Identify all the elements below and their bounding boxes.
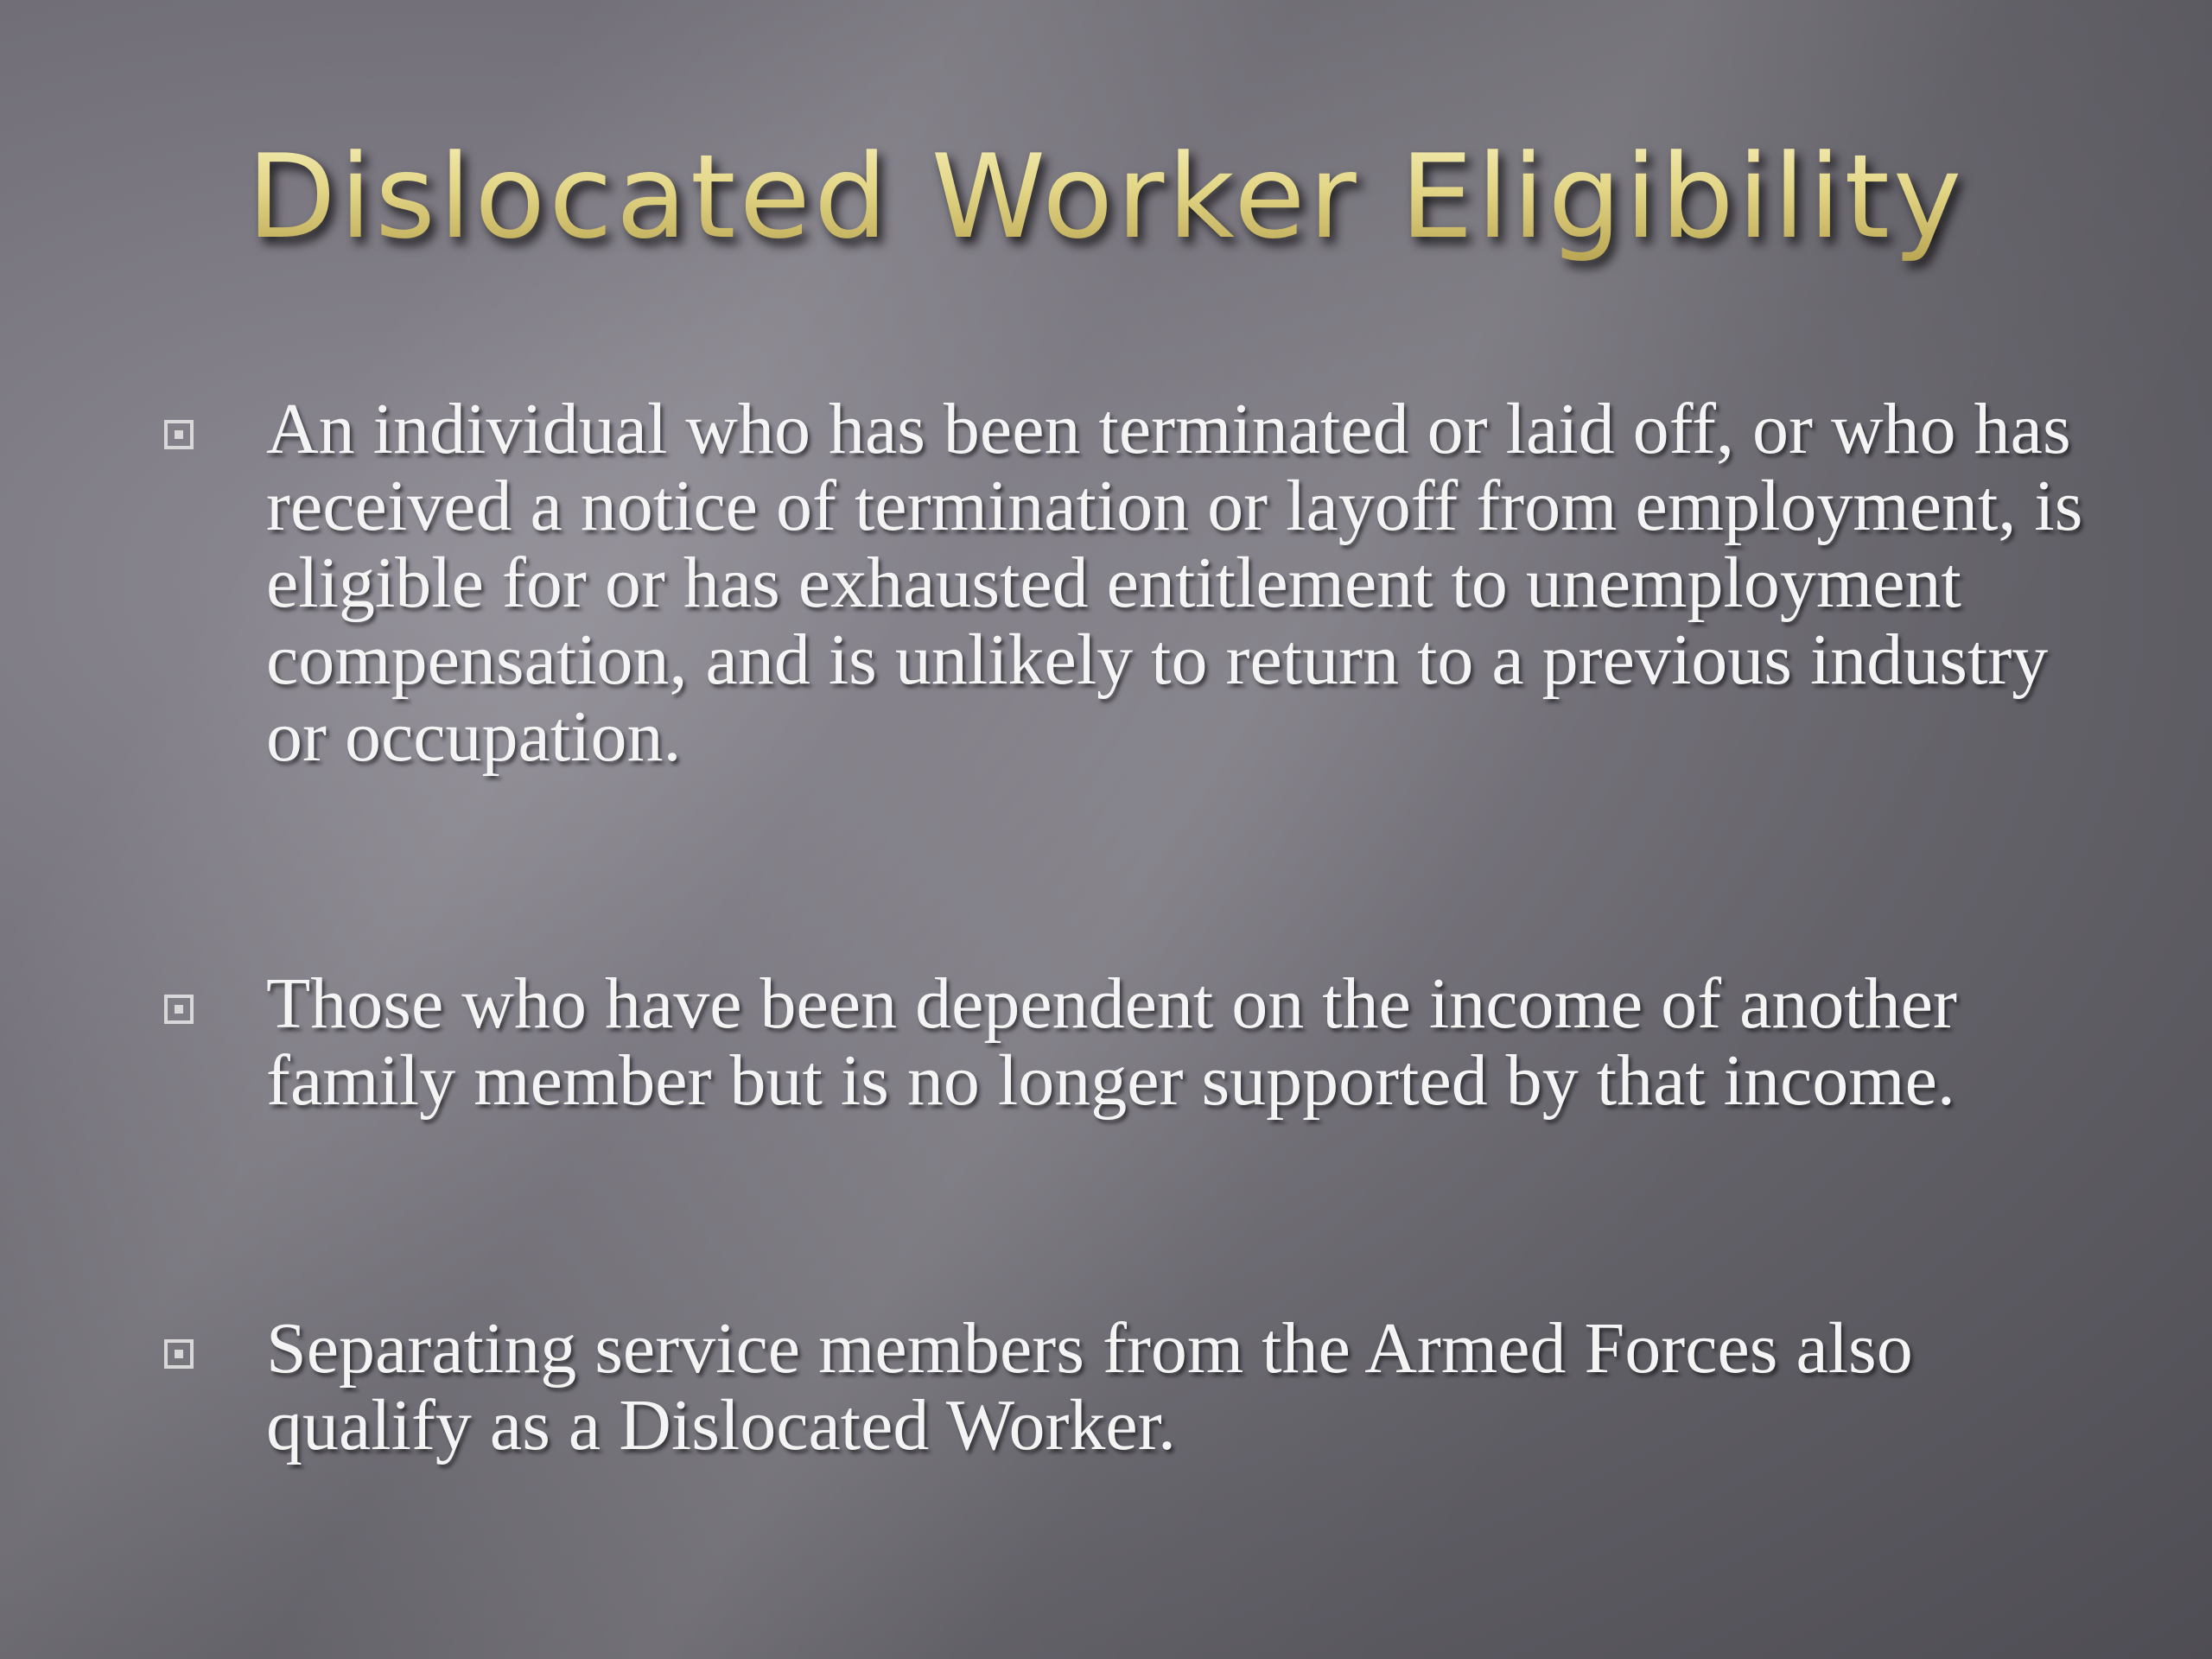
bullet-text: Those who have been dependent on the income of another family member but is no longer supported by that income. xyxy=(266,963,1957,1121)
square-bullet-icon xyxy=(164,1339,194,1369)
bullet-text: Separating service members from the Armed Forces also qualify as a Dislocated Worker. xyxy=(266,1308,1913,1465)
slide-title: Dislocated Worker Eligibility xyxy=(0,130,2212,264)
square-bullet-icon xyxy=(164,995,194,1024)
square-bullet-icon xyxy=(164,420,194,449)
bullet-text: An individual who has been terminated or laid off, or who has received a notice of termination or layoff from employment, is eligible for or has exhausted entitlement to unemployment compensation, and is unlikely to return to a previous industry or occupation. xyxy=(266,389,2083,777)
